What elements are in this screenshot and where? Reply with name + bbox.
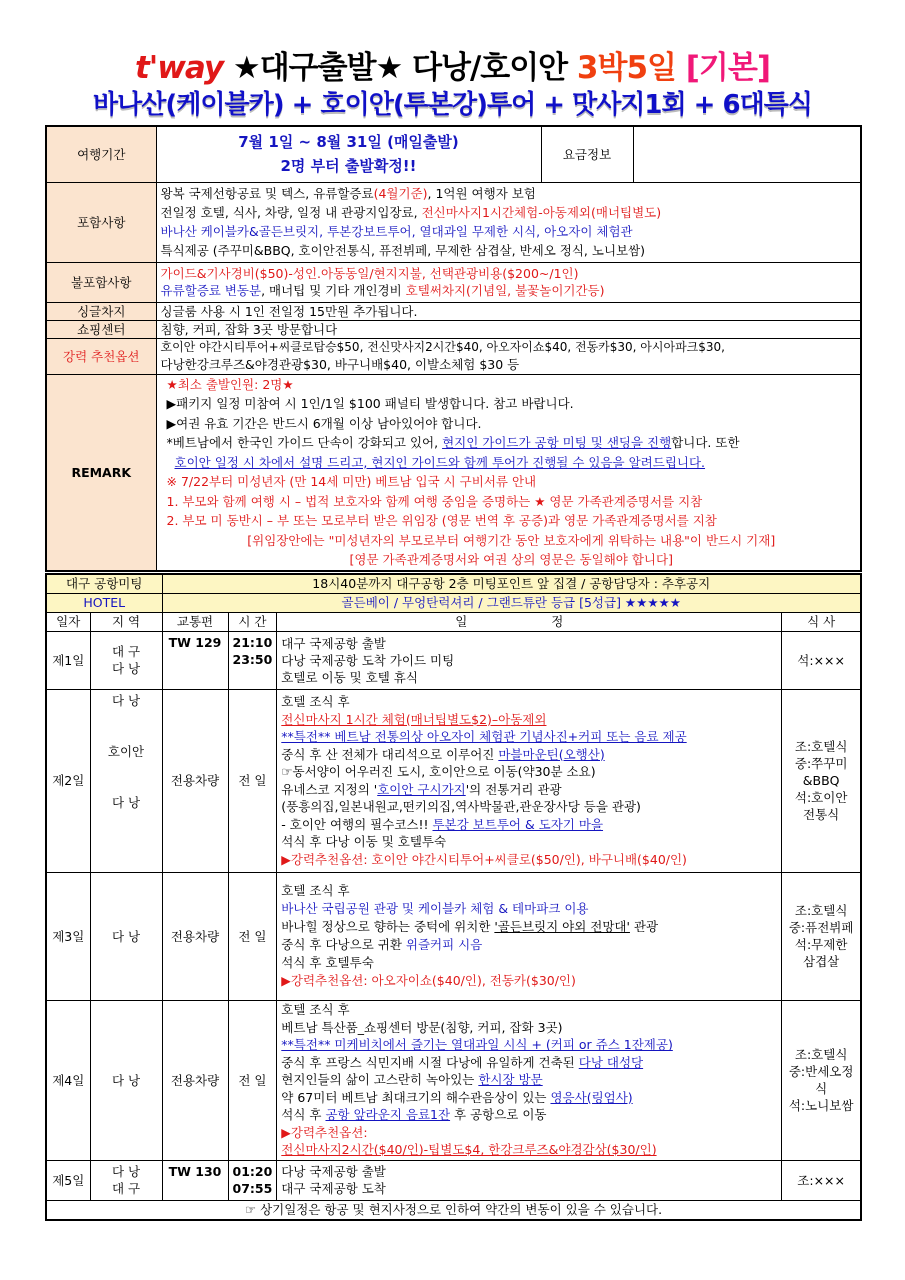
shopping-text: 침향, 커피, 잡화 3곳 방문합니다 xyxy=(156,320,861,338)
meal-info: 조:호텔식 중:퓨전뷔페 석:무제한 삼겹살 xyxy=(782,872,861,1000)
shopping-label: 쇼핑센터 xyxy=(46,320,156,338)
day-row: 제3일 다 낭 전용차량 전 일 호텔 조식 후 바나산 국립공원 관광 및 케이블카 체험 & 테마파크 이용 바나힐 정상으로 향하는 중턱에 위치한 '골든브릿지 야외 전망대' 관광 중식 후 다낭으로 귀환 위즐커피 시음 석식 후 호텔투숙 ▶강력추천옵션: 아오자이쇼($40/인), 전동카($30/인) 조:호텔식 중:퓨전뷔페 석:무제한 삼겹살 xyxy=(46,872,861,1000)
meal-info: 조:호텔식 중:쭈꾸미&BBQ 석:호이안 전통식 xyxy=(782,689,861,872)
meal-info: 조:××× xyxy=(782,1160,861,1200)
excluded-label: 불포함사항 xyxy=(46,262,156,302)
meeting-text: 18시40분까지 대구공항 2층 미팅포인트 앞 집결 / 공항담당자 : 추후공지 xyxy=(162,574,861,593)
time: 전 일 xyxy=(228,689,277,872)
schedule-table xyxy=(45,573,862,1221)
day-label: 제4일 xyxy=(46,1000,90,1160)
footer-note: ☞ 상기일정은 항공 및 현지사정으로 인하여 약간의 변동이 있을 수 있습니다. xyxy=(46,1200,861,1220)
title-duration: 3박5일 xyxy=(576,50,676,86)
meeting-label: 대구 공항미팅 xyxy=(46,574,162,593)
col-itinerary: 일 정 xyxy=(277,612,782,631)
hotel-label: HOTEL xyxy=(46,593,162,612)
included-line-4: 특식제공 (주꾸미&BBQ, 호이안전통식, 퓨전뷔페, 무제한 삼겹살, 반세오 정식, 노니보쌈) xyxy=(160,243,646,258)
tway-logo: t'way xyxy=(134,50,224,86)
transport: 전용차량 xyxy=(162,689,228,872)
remark-label: REMARK xyxy=(46,374,156,571)
excluded-line-1: 가이드&기사경비($50)-성인.아동동일/현지지불, 선택관광비용($200~/1인) xyxy=(160,266,579,281)
title-grade: [기본] xyxy=(685,50,770,86)
period-label: 여행기간 xyxy=(46,126,156,182)
day-label: 제5일 xyxy=(46,1160,90,1200)
day-label: 제1일 xyxy=(46,631,90,689)
day-row: 제2일 다 낭 호이안 다 낭 전용차량 전 일 호텔 조식 후 전신마사지 1시간 체험(매너팁별도$2)–아동제외 **특전** 베트남 전통의상 아오자이 체험관 기념사진+커피 또는 음료 제공 중식 후 산 전체가 대리석으로 이루어진 마블마운틴(오행산) ☞동서양이 어우러진 도시, 호이안으로 이동(약30분 소요) 유네스코 지정의 '호이안 구시가지'의 전통거리 관광 (풍흥의집,일본내원교,떤키의집,역사박물관,관운장사당 등을 관광) - 호이안 여행의 필수코스!! 투본강 보트투어 & 도자기 마을 석식 후 다낭 이동 및 호텔투숙 ▶강력추천옵션: 호이안 야간시티투어+씨클로($50/인), 바구니배($40/인) 조:호텔식 중:쭈꾸미&BBQ 석:호이안 전통식 xyxy=(46,689,861,872)
remark-minor-3: [위임장안에는 "미성년자의 부모로부터 여행기간 동안 보호자에게 위탁하는 내용"이 반드시 기재] xyxy=(247,532,776,548)
col-transport: 교통편 xyxy=(162,612,228,631)
col-time: 시 간 xyxy=(228,612,277,631)
period-min-pax: 2명 부터 출발확정!! xyxy=(280,157,417,176)
options-line-2: 다낭한강크루즈&야경관광$30, 바구니배$40, 이발소체험 $30 등 xyxy=(160,357,520,372)
flight-number: TW 129 xyxy=(162,631,228,689)
options-label: 강력 추천옵션 xyxy=(46,338,156,374)
period-dates: 7월 1일 ~ 8월 31일 (매일출발) xyxy=(238,133,459,152)
remark-minor-2: 2. 부모 미 동반시 – 부 또는 모로부터 받은 위임장 (영문 번역 후 공증)과 영문 가족관계증명서를 지참 xyxy=(166,513,717,528)
page-subtitle: 바나산(케이블카) + 호이안(투본강)투어 + 맛사지1회 + 6대특식 xyxy=(93,90,812,120)
meal-info: 석:××× xyxy=(782,631,861,689)
meal-info: 조:호텔식 중:반세오정식 석:노니보쌈 xyxy=(782,1000,861,1160)
remark-min-pax: ★최소 출발인원: 2명★ xyxy=(166,376,294,392)
day-row: 제1일 대 구 다 낭 TW 129 21:10 23:50 대구 국제공항 출발 다낭 국제공항 도착 가이드 미팅 호텔로 이동 및 호텔 휴식 석:××× xyxy=(46,631,861,689)
single-charge-label: 싱글차지 xyxy=(46,302,156,320)
remark-passport: ▶여권 유효 기간은 반드시 6개월 이상 남아있어야 합니다. xyxy=(166,415,482,431)
options-line-1: 호이안 야간시티투어+씨클로탑승$50, 전신맛사지2시간$40, 아오자이쇼$40, 전동카$30, 아시아파크$30, xyxy=(160,340,725,354)
included-label: 포함사항 xyxy=(46,182,156,262)
remark-penalty: ▶패키지 일정 미참여 시 1인/1일 $100 패널티 발생합니다. 참고 바랍니다. xyxy=(166,396,574,411)
excluded-line-2: 유류할증료 변동분, 매너팁 및 기타 개인경비 호텔써차지(기념일, 불꽃놀이기간등) xyxy=(160,283,605,298)
day-row: 제5일 다 낭 대 구 TW 130 01:20 07:55 다낭 국제공항 출발 대구 국제공항 도착 조:××× xyxy=(46,1160,861,1200)
included-line-3: 바나산 케이블카&골든브릿지, 투본강보트투어, 열대과일 무제한 시식, 아오자이 체험관 xyxy=(160,224,633,239)
day-row: 제4일 다 낭 전용차량 전 일 호텔 조식 후 베트남 특산품_쇼핑센터 방문(침향, 커피, 잡화 3곳) **특전** 미케비치에서 즐기는 열대과일 시식 + (커피 or 쥬스 1잔제공) 중식 후 프랑스 식민지배 시절 다낭에 유일하게 건축된 다낭 대성당 현지인들의 삶이 고스란히 녹아있는 한시장 방문 약 67미터 베트남 최대크기의 해수관음상이 있는 영응사(링엄사) 석식 후 공항 앞라운지 음료1잔 후 공항으로 이동 ▶강력추천옵션: 전신마사지2시간($40/인)-팁별도$4, 한강크루즈&야경감상($30/인) 조:호텔식 중:반세오정식 석:노니보쌈 xyxy=(46,1000,861,1160)
page-title xyxy=(0,42,905,87)
included-line-1: 왕복 국제선항공료 및 텍스, 유류할증료(4월기준), 1억원 여행자 보험 xyxy=(160,186,536,201)
remark-guide: *베트남에서 한국인 가이드 단속이 강화되고 있어, 현지인 가이드가 공항 미팅 및 샌딩을 진행합니다. 또한 xyxy=(166,435,740,450)
col-region: 지 역 xyxy=(90,612,162,631)
included-line-2: 전일정 호텔, 식사, 차량, 일정 내 관광지입장료, 전신마사지1시간체험-아동제외(매너팁별도) xyxy=(160,205,662,220)
single-charge-text: 싱글룸 사용 시 1인 전일정 15만원 추가됩니다. xyxy=(156,302,861,320)
price-label: 요금정보 xyxy=(541,126,633,182)
day-label: 제2일 xyxy=(46,689,90,872)
remark-minor-4: [영문 가족관계증명서와 여권 상의 영문은 동일해야 합니다] xyxy=(349,552,673,567)
col-meal: 식 사 xyxy=(782,612,861,631)
day-label: 제3일 xyxy=(46,872,90,1000)
remark-minor-title: ※ 7/22부터 미성년자 (만 14세 미만) 베트남 입국 시 구비서류 안내 xyxy=(166,474,537,489)
remark-hoian: 호이안 일정 시 차에서 설명 드리고, 현지인 가이드와 함께 투어가 진행될 수 있음을 알려드립니다. xyxy=(174,454,706,470)
price-value xyxy=(633,126,861,182)
hotel-text: 골든베이 / 무엉탄럭셔리 / 그랜드튜란 등급 [5성급] ★★★★★ xyxy=(162,593,861,612)
col-day: 일자 xyxy=(46,612,90,631)
title-route: ★대구출발★ 다낭/호이안 xyxy=(232,50,568,86)
info-table xyxy=(45,125,862,572)
remark-minor-1: 1. 부모와 함께 여행 시 – 법적 보호자와 함께 여행 중임을 증명하는 ★ 영문 가족관계증명서를 지참 xyxy=(166,493,703,509)
